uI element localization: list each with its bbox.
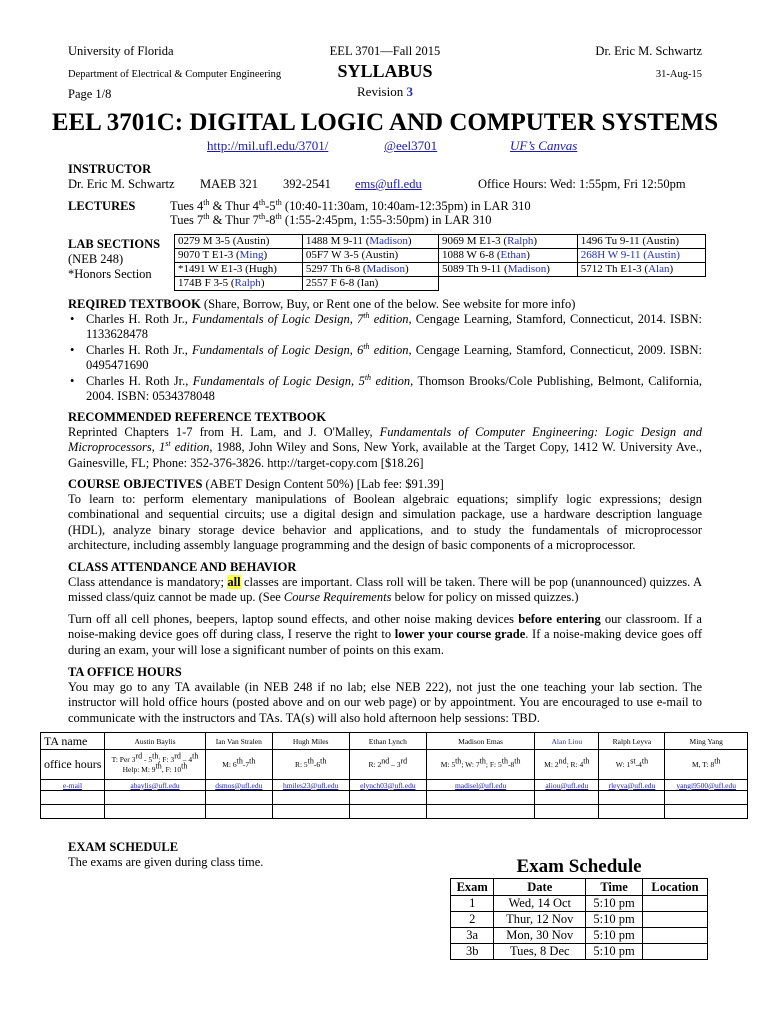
university-name: University of Florida	[68, 44, 174, 58]
instructor-phone: 392-2541	[283, 177, 331, 191]
instructor-office: MAEB 321	[200, 177, 258, 191]
exam-heading: EXAM SCHEDULE	[68, 840, 179, 854]
exam-cell: Tues, 8 Dec	[494, 944, 586, 960]
exam-row	[451, 928, 708, 944]
exam-cell: 5:10 pm	[586, 912, 643, 928]
ta-name-cell: Ian Van Stralen	[206, 733, 273, 750]
exam-cell: 5:10 pm	[586, 896, 643, 912]
exam-cell: 2	[451, 912, 494, 928]
honors-note: *Honors Section	[68, 267, 152, 281]
required-textbook-title: REQIRED TEXTBOOK (Share, Borrow, Buy, or Rent one of the below. See website for more info)	[68, 297, 576, 311]
lab-section-cell: 1496 Tu 9-11 (Austin)	[577, 235, 705, 249]
lab-section-cell: 5089 Th 9-11 (Madison)	[438, 263, 577, 277]
lab-sections-table	[174, 234, 706, 291]
exam-table-title: Exam Schedule	[516, 856, 642, 877]
lab-section-cell: 1088 W 6-8 (Ethan)	[438, 249, 577, 263]
page-number: Page 1/8	[68, 87, 112, 101]
ta-email-cell[interactable]: madisel@ufl.edu	[426, 780, 534, 791]
ta-name-cell: Ming Yang	[665, 733, 748, 750]
empty-cell	[599, 805, 665, 819]
textbook-item: • Charles H. Roth Jr., Fundamentals of Logic Design, 7th edition, Cengage Learning, Stamford, Connecticut, 2014. ISBN: 1133628478	[70, 310, 703, 342]
professor-name: Dr. Eric M. Schwartz	[595, 44, 702, 58]
lecture-line-2: Tues 7th & Thur 7th-8th (1:55-2:45pm, 1:55-3:50pm) in LAR 310	[170, 211, 492, 227]
exam-row	[451, 944, 708, 960]
lab-section-cell: 05F7 W 3-5 (Austin)	[302, 249, 438, 263]
ta-name-cell: Madison Emas	[426, 733, 534, 750]
textbook-item: • Charles H. Roth Jr., Fundamentals of Logic Design, 5th edition, Thomson Brooks/Cole Publishing, Belmont, California, 2004. ISBN: 0534378048	[70, 372, 703, 404]
lecture-line-1: Tues 4th & Thur 4th-5th (10:40-11:30am, 10:40am-12:35pm) in LAR 310	[170, 197, 531, 213]
exam-column-header: Date	[494, 879, 586, 896]
lab-row	[175, 277, 706, 291]
lab-section-cell: 174B F 3-5 (Ralph)	[175, 277, 303, 291]
empty-cell	[599, 791, 665, 805]
lab-section-cell: *1491 W E1-3 (Hugh)	[175, 263, 303, 277]
exam-table	[450, 878, 708, 960]
exam-cell	[643, 912, 708, 928]
revision-label: Revision	[357, 84, 404, 99]
empty-cell	[206, 805, 273, 819]
lab-section-cell: 1488 M 9-11 (Madison)	[302, 235, 438, 249]
ta-email-cell[interactable]: aliou@ufl.edu	[535, 780, 599, 791]
revision	[0, 84, 770, 100]
empty-cell	[105, 791, 206, 805]
ta-hours-cell: R: 2nd – 3rd	[349, 750, 426, 780]
empty-cell	[41, 791, 105, 805]
exam-text: The exams are given during class time.	[68, 855, 264, 869]
lab-row	[175, 235, 706, 249]
course-term: EEL 3701—Fall 2015	[329, 44, 441, 58]
office-hours: Office Hours: Wed: 1:55pm, Fri 12:50pm	[478, 177, 686, 191]
ta-name-cell: Austin Baylis	[105, 733, 206, 750]
lab-section-cell: 268H W 9-11 (Austin)	[577, 249, 705, 263]
lab-section-cell	[577, 277, 705, 291]
instructor-name: Dr. Eric M. Schwartz	[68, 177, 175, 191]
ta-hours-cell: M: 6th-7th	[206, 750, 273, 780]
ta-name-cell: Ralph Leyva	[599, 733, 665, 750]
textbook-list	[68, 312, 702, 404]
ta-hours-text: You may go to any TA available (in NEB 248 if no lab; else NEB 222), not just the one teaching your lab section. The instructor will hold office hours (posted above and on our web page) or by appointment. You are encouraged to use e-mail to communicate with the instructors and TAs. TA(s) will also hold afternoon help sessions: TBD.	[68, 680, 702, 725]
exam-column-header: Location	[643, 879, 708, 896]
lab-row	[175, 249, 706, 263]
exam-column-header: Exam	[451, 879, 494, 896]
twitter-link[interactable]: @eel3701	[384, 138, 438, 153]
empty-cell	[535, 805, 599, 819]
exam-cell: Thur, 12 Nov	[494, 912, 586, 928]
exam-cell: 3b	[451, 944, 494, 960]
ta-name-cell: Alan Liou	[535, 733, 599, 750]
empty-cell	[272, 805, 349, 819]
page-title: EEL 3701C: DIGITAL LOGIC AND COMPUTER SYSTEMS	[51, 109, 719, 136]
exam-cell: Mon, 30 Nov	[494, 928, 586, 944]
attendance-paragraph-1: Class attendance is mandatory; all classes are important. Class roll will be taken. There will be pop (unannounced) quizzes. A missed class/quiz cannot be made up. (See Course Requirements below for policy on missed quizzes.)	[68, 575, 702, 605]
recommended-heading: RECOMMENDED REFERENCE TEXTBOOK	[68, 410, 327, 424]
office-hours-label: office hours	[41, 750, 105, 780]
document-type: SYLLABUS	[337, 61, 433, 81]
exam-cell: 3a	[451, 928, 494, 944]
attendance-paragraph-2: Turn off all cell phones, beepers, laptop sound effects, and other noise making devices before entering our classroom. If a noise-making device goes off during class, I reserve the right to lower your course grade. If a noise-making device goes off during an exam, your will lose a significant number of points on this exam.	[68, 612, 702, 657]
header-date: 31-Aug-15	[655, 69, 702, 80]
department-name: Department of Electrical & Computer Engineering	[68, 69, 282, 80]
lectures-heading: LECTURES	[68, 199, 136, 213]
empty-cell	[349, 791, 426, 805]
lab-section-cell	[438, 277, 577, 291]
empty-cell	[349, 805, 426, 819]
exam-cell: Wed, 14 Oct	[494, 896, 586, 912]
website-link[interactable]: http://mil.ufl.edu/3701/	[207, 138, 329, 153]
lab-section-cell: 0279 M 3-5 (Austin)	[175, 235, 303, 249]
lab-section-cell: 5297 Th 6-8 (Madison)	[302, 263, 438, 277]
email-label[interactable]: e-mail	[41, 780, 105, 791]
empty-cell	[665, 805, 748, 819]
exam-cell: 1	[451, 896, 494, 912]
ta-email-cell[interactable]: abaylis@ufl.edu	[105, 780, 206, 791]
instructor-heading: INSTRUCTOR	[68, 162, 152, 176]
exam-cell	[643, 944, 708, 960]
exam-cell: 5:10 pm	[586, 928, 643, 944]
exam-row	[451, 896, 708, 912]
instructor-email[interactable]: ems@ufl.edu	[355, 177, 422, 191]
ta-hours-cell: M, T: 8th	[665, 750, 748, 780]
empty-cell	[105, 805, 206, 819]
exam-cell	[643, 896, 708, 912]
ta-name-label: TA name	[41, 733, 105, 750]
ta-hours-cell: W: 1st-4th	[599, 750, 665, 780]
ta-hours-cell: T: Per 3rd - 5th; F: 3rd – 4th Help: M: 9th, F: 10th	[105, 750, 206, 780]
canvas-link[interactable]: UF’s Canvas	[510, 138, 578, 153]
ta-email-cell[interactable]: rleyva@ufl.edu	[599, 780, 665, 791]
exam-column-header: Time	[586, 879, 643, 896]
empty-cell	[535, 791, 599, 805]
ta-name-cell: Hugh Miles	[272, 733, 349, 750]
exam-cell: 5:10 pm	[586, 944, 643, 960]
lab-section-cell: 9069 M E1-3 (Ralph)	[438, 235, 577, 249]
ta-hours-cell: M: 5th; W: 7th; F: 5th-8th	[426, 750, 534, 780]
highlight-all: all	[227, 575, 241, 589]
ta-email-cell[interactable]: elynch03@ufl.edu	[349, 780, 426, 791]
ta-name-cell: Ethan Lynch	[349, 733, 426, 750]
objectives-text: To learn to: perform elementary manipulations of Boolean algebraic equations; simplify logic expressions; design combinational and sequential circuits; use a digital design and simulation package, use a hardware description language (HDL), analyze binary storage device behavior and applications, and to study the fundamentals of microprocessor architecture, including assembly language programming and the design of basic components of a microprocessor.	[68, 492, 702, 553]
empty-cell	[272, 791, 349, 805]
empty-cell	[426, 805, 534, 819]
empty-cell	[426, 791, 534, 805]
lab-location: (NEB 248)	[68, 252, 124, 266]
ta-hours-cell: M: 2nd; R: 4th	[535, 750, 599, 780]
textbook-item: • Charles H. Roth Jr., Fundamentals of Logic Design, 6th edition, Cengage Learning, Stamford, Connecticut, 2009. ISBN: 0495471690	[70, 341, 703, 373]
recommended-text: Reprinted Chapters 1-7 from H. Lam, and J. O'Malley, Fundamentals of Computer Engineering: Logic Design and Microprocessors, 1st edition, 1988, John Wiley and Sons, New York, available at the Target Copy, 1412 W. University Ave., Gainesville, FL; Phone: 352-376-3826. http://target-copy.com [$18.26]	[68, 425, 703, 470]
ta-email-cell[interactable]: dsmos@ufl.edu	[206, 780, 273, 791]
ta-hours-heading: TA OFFICE HOURS	[68, 665, 182, 679]
ta-table	[40, 732, 748, 819]
lab-section-cell: 5712 Th E1-3 (Alan)	[577, 263, 705, 277]
ta-email-cell[interactable]: yangi9500@ufl.edu	[665, 780, 748, 791]
ta-hours-cell: R: 5th-6th	[272, 750, 349, 780]
revision-number: 3	[406, 84, 413, 99]
exam-cell	[643, 928, 708, 944]
empty-cell	[665, 791, 748, 805]
lab-section-cell: 9070 T E1-3 (Ming)	[175, 249, 303, 263]
attendance-heading: CLASS ATTENDANCE AND BEHAVIOR	[68, 560, 297, 574]
lab-row	[175, 263, 706, 277]
exam-row	[451, 912, 708, 928]
objectives-title: COURSE OBJECTIVES (ABET Design Content 50%) [Lab fee: $91.39]	[68, 477, 444, 491]
lab-section-cell: 2557 F 6-8 (Ian)	[302, 277, 438, 291]
lab-sections-heading: LAB SECTIONS	[68, 237, 161, 251]
ta-email-cell[interactable]: hmiles23@ufl.edu	[272, 780, 349, 791]
empty-cell	[41, 805, 105, 819]
empty-cell	[206, 791, 273, 805]
